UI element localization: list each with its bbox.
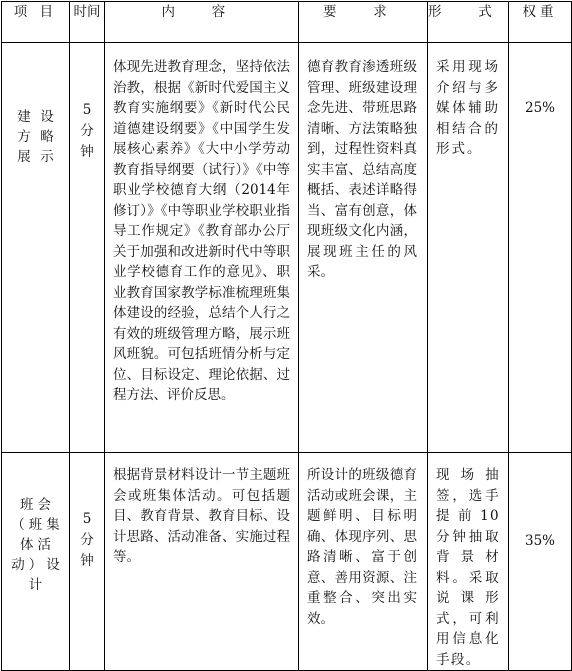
cell-project (2, 43, 70, 453)
content-text: 根据背景材料设计一节主题班会或班集体活动。可包括题目、教育背景、教育目标、设计思路、活动准备、实施过程等。 (113, 467, 290, 565)
cell-time (70, 453, 105, 671)
header-time: 时间 (70, 2, 105, 43)
cell-content (105, 43, 299, 453)
cell-weight (509, 453, 572, 671)
cell-content (105, 453, 299, 671)
form-text: 现场抽签，选手提前10分钟抽取背景材料。采取说课形式，可利用信息化手段。 (436, 467, 500, 668)
cell-project (2, 453, 70, 671)
cell-requirement (299, 43, 428, 453)
project-name: 建设方略展示 (17, 109, 64, 165)
project-name: 班会（班集体活动）设计 (11, 497, 64, 593)
cell-form (428, 43, 509, 453)
cell-time (70, 43, 105, 453)
header-row (2, 2, 572, 43)
content-text: 体现先进教育理念，坚持依法治教，根据《新时代爱国主义教育实施纲要》《新时代公民道德建设纲要》《中国学生发展核心素养》《大中小学劳动教育指导纲要（试行）》《中等职业学校德育大纲（2014年修订）》《中等职业学校职业指导工作规定》《教育部办公厅关于加强和改进新时代中等职业学校德育工作的意见》、职业教育国家教学标准梳理班集体建设的经验，总结个人行之有效的班级管理方略，展示班风班貌。可包括班情分析与定位、目标设定、理论依据、过程方法、评价反思。 (113, 59, 290, 403)
header-form: 形 式 (428, 2, 509, 43)
table-row (2, 453, 572, 671)
cell-requirement (299, 453, 428, 671)
header-requirement: 要 求 (299, 2, 428, 43)
header-weight: 权重 (509, 2, 572, 43)
table-row (2, 43, 572, 453)
header-project: 项 目 (2, 2, 70, 43)
requirement-text: 德育教育渗透班级管理、班级建设理念先进、带班思路清晰、方法策略独到，过程性资料真实丰富、总结高度概括、表述详略得当、富有创意，体现班级文化内涵，展现班主任的风采。 (307, 59, 417, 280)
time-value: 5分钟 (80, 102, 94, 160)
cell-weight (509, 43, 572, 453)
header-content: 内 容 (105, 2, 299, 43)
requirement-text: 所设计的班级德育活动或班会课，主题鲜明、目标明确、体现序列、思路清晰、富于创意、善用资源、注重整合、突出实效。 (307, 467, 417, 627)
time-value: 5分钟 (80, 511, 94, 569)
form-text: 采用现场介绍与多媒体辅助相结合的形式。 (436, 59, 500, 157)
weight-value: 25% (524, 100, 555, 116)
weight-value: 35% (524, 533, 555, 549)
evaluation-table (1, 1, 572, 671)
cell-form (428, 453, 509, 671)
